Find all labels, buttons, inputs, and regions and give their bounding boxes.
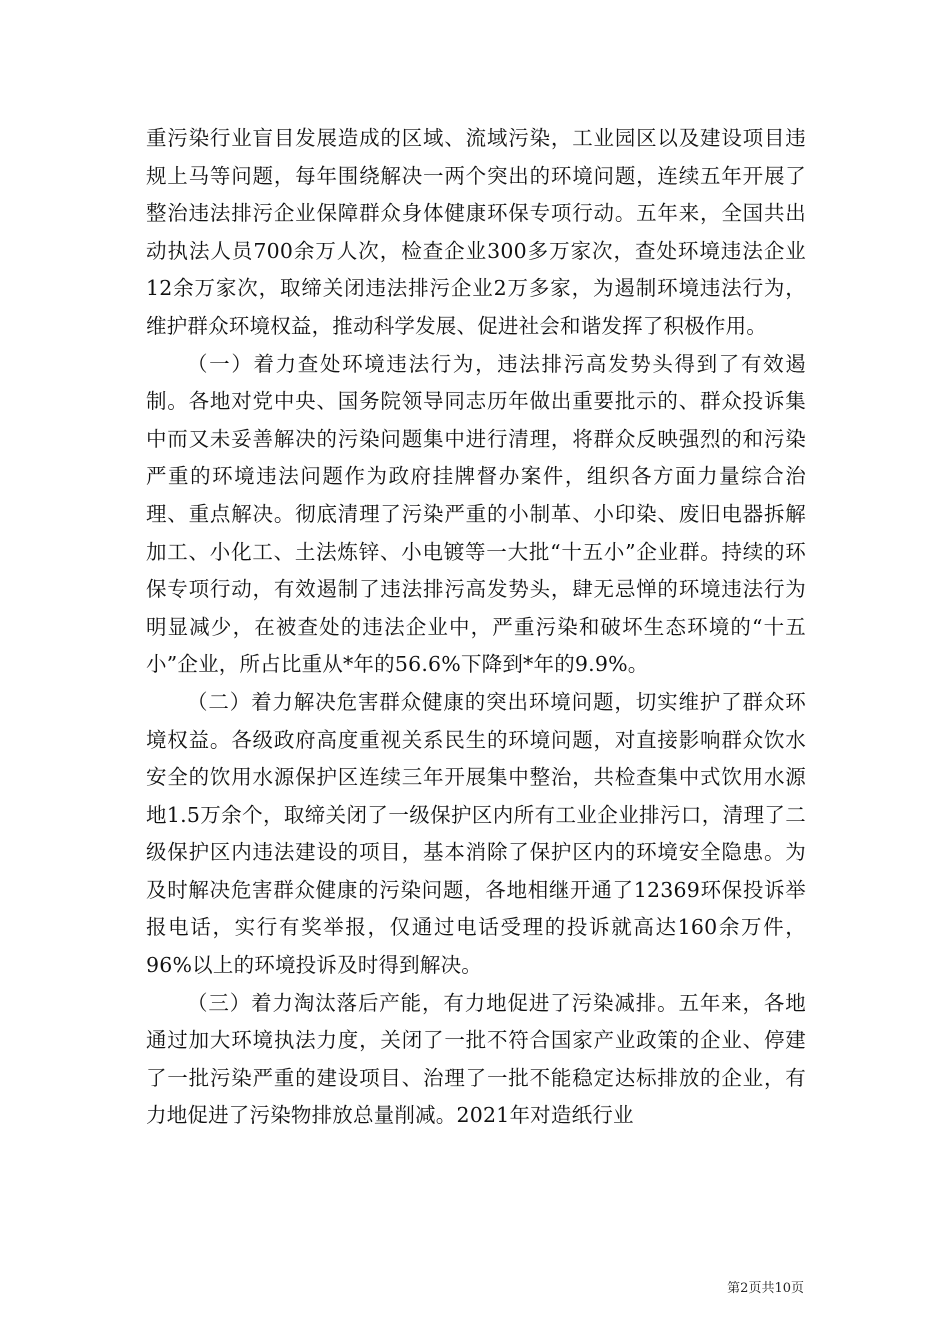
paragraph-continuation: 重污染行业盲目发展造成的区域、流域污染，工业园区以及建设项目违规上马等问题，每年围绕解决一两个突出的环境问题，连续五年开展了整治违法排污企业保障群众身体健康环保专项行动。五年来，全国共出动执法人员700余万人次，检查企业300多万家次，查处环境违法企业12余万家次，取缔关闭违法排污企业2万多家，为遏制环境违法行为，维护群众环境权益，推动科学发展、促进社会和谐发挥了积极作用。 <box>146 126 806 338</box>
document-body <box>146 120 806 1135</box>
page-number: 第2页共10页 <box>727 1281 804 1296</box>
paragraph-section-two: （二）着力解决危害群众健康的突出环境问题，切实维护了群众环境权益。各级政府高度重视关系民生的环境问题，对直接影响群众饮水安全的饮用水源保护区连续三年开展集中整治，共检查集中式饮用水源地1.5万余个，取缔关闭了一级保护区内所有工业企业排污口，清理了二级保护区内违法建设的项目，基本消除了保护区内的环境安全隐患。为及时解决危害群众健康的污染问题，各地相继开通了12369环保投诉举报电话，实行有奖举报，仅通过电话受理的投诉就高达160余万件，96%以上的环境投诉及时得到解决。 <box>146 689 806 978</box>
paragraph-section-one: （一）着力查处环境违法行为，违法排污高发势头得到了有效遏制。各地对党中央、国务院领导同志历年做出重要批示的、群众投诉集中而又未妥善解决的污染问题集中进行清理，将群众反映强烈的和污染严重的环境违法问题作为政府挂牌督办案件，组织各方面力量综合治理、重点解决。彻底清理了污染严重的小制革、小印染、废旧电器拆解加工、小化工、土法炼锌、小电镀等一大批“十五小”企业群。持续的环保专项行动，有效遏制了违法排污高发势头，肆无忌惮的环境违法行为明显减少，在被查处的违法企业中，严重污染和破坏生态环境的“十五小”企业，所占比重从*年的56.6%下降到*年的9.9%。 <box>146 351 806 677</box>
paragraph-section-three: （三）着力淘汰落后产能，有力地促进了污染减排。五年来，各地通过加大环境执法力度，关闭了一批不符合国家产业政策的企业、停建了一批污染严重的建设项目、治理了一批不能稳定达标排放的企业，有力地促进了污染物排放总量削减。2021年对造纸行业 <box>146 990 806 1128</box>
